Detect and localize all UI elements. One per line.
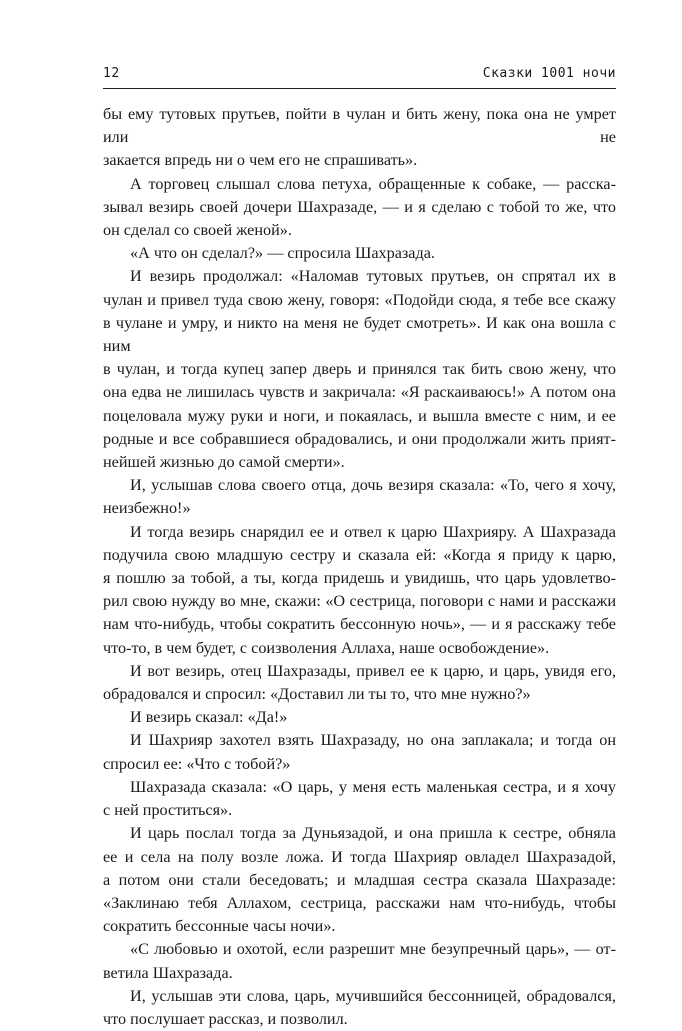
text-line: поцеловала мужу руки и ноги, и покаялась, и вышла вместе с ним, и ее [103,406,616,425]
text-line: И, услышав слова своего отца, дочь везиря сказала: «То, чего я хочу, [130,476,616,495]
header-rule [103,88,616,89]
text-line: рил свою нужду во мне, скажи: «О сестрица, поговори с нами и расскажи [103,592,616,611]
text-line: И царь послал тогда за Дуньязадой, и она пришла к сестре, обняла [130,824,616,843]
body-text [103,103,616,1031]
text-line: И везирь сказал: «Да!» [130,708,288,727]
text-line: закается впредь ни о чем его не спрашивать». [103,151,418,170]
text-line: ветила Шахразада. [103,963,233,982]
text-line: нам что-нибудь, чтобы сократить бессонную ночь», — и я расскажу тебе [103,615,616,634]
text-line: родные и все собравшиеся обрадовались, и они продолжали жить прият- [103,429,616,448]
text-line: И, услышав эти слова, царь, мучившийся бессонницей, обрадовался, [130,986,616,1005]
text-line: «С любовью и охотой, если разрешит мне безупречный царь», — от- [130,940,616,959]
book-title: Сказки 1001 ночи [482,66,616,81]
running-head [103,66,616,86]
text-line: в чулане и умру, и никто на меня не будет смотреть». И как она вошла с ним [103,313,616,356]
text-line: с ней проститься». [103,801,233,820]
text-line: И везирь продолжал: «Наломав тутовых прутьев, он спрятал их в [130,267,616,286]
text-line: я пошлю за тобой, а ты, когда придешь и увидишь, что царь удовлетво- [103,569,616,588]
text-line: обрадовался и спросил: «Доставил ли ты то, что мне нужно?» [103,685,531,704]
text-line: подучила свою младшую сестру и сказала ей: «Когда я приду к царю, [103,545,616,564]
text-line: ее и села на полу возле ложа. И тогда Шахрияр овладел Шахразадой, [103,847,616,866]
text-line: бы ему тутовых прутьев, пойти в чулан и бить жену, пока она не умрет или не [103,105,616,147]
text-line: в чулан, и тогда купец запер дверь и принялся так бить свою жену, что [103,360,616,379]
text-line: а потом они стали беседовать; и младшая сестра сказала Шахразаде: [103,870,616,889]
text-line: сократить бессонные часы ночи». [103,917,336,936]
text-line: она едва не лишилась чувств и закричала: «Я раскаиваюсь!» А потом она [103,383,616,402]
text-line: что-то, в чем будет, с соизволения Аллаха, наше освобождение». [103,638,550,657]
text-line: И тогда везирь снарядил ее и отвел к царю Шахрияру. А Шахразада [130,522,616,541]
text-line: «Заклинаю тебя Аллахом, сестрица, расскажи нам что-нибудь, чтобы [103,893,616,912]
text-line: нейшей жизнью до самой смерти». [103,453,345,472]
text-line: И вот везирь, отец Шахразады, привел ее к царю, и царь, увидя его, [130,661,616,680]
text-line: он сделал со своей женой». [103,221,292,240]
text-line: спросил ее: «Что с тобой?» [103,754,291,773]
text-line: зывал везирь своей дочери Шахразаде, — и я сделаю с тобой то же, что [103,197,616,216]
text-line: Шахразада сказала: «О царь, у меня есть маленькая сестра, и я хочу [130,777,616,796]
text-line: что послушает рассказ, и позволил. [103,1009,348,1028]
page-number: 12 [103,66,120,81]
text-line: чулан и привел туда свою жену, говоря: «Подойди сюда, я тебе все скажу [103,290,616,309]
text-line: И Шахрияр захотел взять Шахразаду, но она заплакала; и тогда он [130,731,616,750]
text-line: А торговец слышал слова петуха, обращенные к собаке, — расска- [130,174,616,193]
text-line: неизбежно!» [103,499,191,518]
text-line: «А что он сделал?» — спросила Шахразада. [130,244,435,263]
